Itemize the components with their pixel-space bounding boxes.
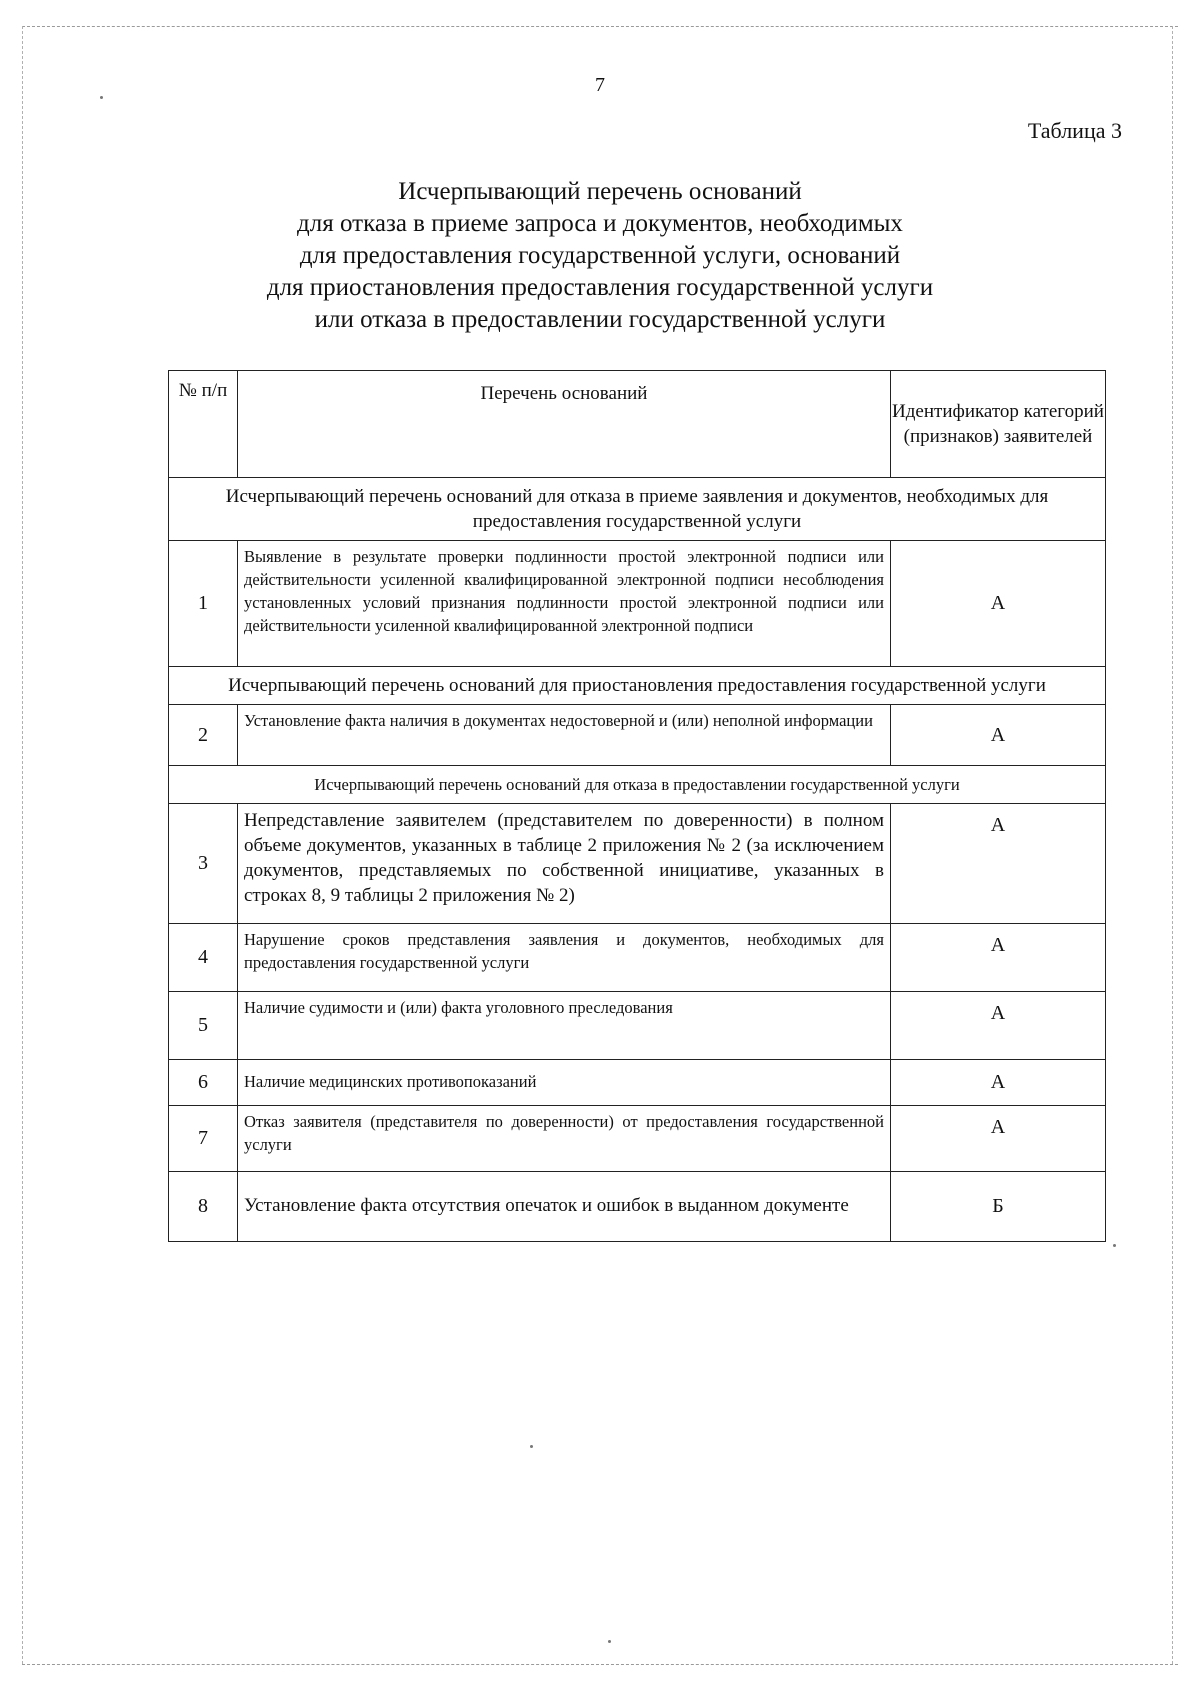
header-id: Идентификатор категорий (признаков) заявителей bbox=[891, 371, 1106, 478]
section-title: Исчерпывающий перечень оснований для отказа в приеме заявления и документов, необходимых для предоставления государственной услуги bbox=[169, 478, 1106, 541]
scan-speck bbox=[608, 1640, 611, 1643]
section-row bbox=[169, 478, 1106, 541]
row-text: Наличие медицинских противопоказаний bbox=[238, 1060, 891, 1106]
row-id: А bbox=[891, 804, 1106, 924]
row-num: 8 bbox=[169, 1172, 238, 1242]
table-row bbox=[169, 804, 1106, 924]
row-num: 1 bbox=[169, 541, 238, 667]
section-row bbox=[169, 766, 1106, 804]
scan-speck bbox=[100, 96, 103, 99]
row-text: Выявление в результате проверки подлинности простой электронной подписи или действительности усиленной квалифицированной электронной подписи несоблюдения установленных условий признания подлинности простой электронной подписи или действительности усиленной квалифицированной электронной подписи bbox=[238, 541, 891, 667]
grounds-table bbox=[168, 370, 1106, 1242]
table-header-row bbox=[169, 371, 1106, 478]
section-row bbox=[169, 667, 1106, 705]
document-title bbox=[200, 176, 1000, 336]
table-row bbox=[169, 705, 1106, 766]
scan-border-right bbox=[1172, 26, 1173, 1664]
title-line: Исчерпывающий перечень оснований bbox=[398, 178, 802, 205]
row-text: Установление факта наличия в документах недостоверной и (или) неполной информации bbox=[238, 705, 891, 766]
row-id: Б bbox=[891, 1172, 1106, 1242]
title-line: или отказа в предоставлении государственной услуги bbox=[314, 306, 886, 333]
scan-border-bottom bbox=[22, 1664, 1178, 1665]
table-row bbox=[169, 1060, 1106, 1106]
row-num: 2 bbox=[169, 705, 238, 766]
row-id: А bbox=[891, 1060, 1106, 1106]
scan-border-top bbox=[22, 26, 1178, 27]
scan-speck bbox=[1113, 1244, 1116, 1247]
row-num: 3 bbox=[169, 804, 238, 924]
row-num: 4 bbox=[169, 924, 238, 992]
row-num: 5 bbox=[169, 992, 238, 1060]
title-line: для отказа в приеме запроса и документов, необходимых bbox=[297, 210, 903, 237]
row-id: А bbox=[891, 924, 1106, 992]
row-text: Отказ заявителя (представителя по доверенности) от предоставления государственной услуги bbox=[238, 1106, 891, 1172]
section-title: Исчерпывающий перечень оснований для приостановления предоставления государственной услуги bbox=[169, 667, 1106, 705]
table-label: Таблица 3 bbox=[1027, 118, 1122, 143]
header-text: Перечень оснований bbox=[238, 371, 891, 478]
table-row bbox=[169, 1172, 1106, 1242]
table-row bbox=[169, 541, 1106, 667]
row-num: 6 bbox=[169, 1060, 238, 1106]
section-title: Исчерпывающий перечень оснований для отказа в предоставлении государственной услуги bbox=[169, 766, 1106, 804]
row-id: А bbox=[891, 541, 1106, 667]
row-text: Наличие судимости и (или) факта уголовного преследования bbox=[238, 992, 891, 1060]
row-id: А bbox=[891, 1106, 1106, 1172]
row-text: Установление факта отсутствия опечаток и ошибок в выданном документе bbox=[238, 1172, 891, 1242]
scan-border-left bbox=[22, 26, 23, 1664]
table-row bbox=[169, 992, 1106, 1060]
row-text: Непредставление заявителем (представителем по доверенности) в полном объеме документов, указанных в таблице 2 приложения № 2 (за исключением документов, представляемых по собственной инициативе, указанных в строках 8, 9 таблицы 2 приложения № 2) bbox=[238, 804, 891, 924]
page-number: 7 bbox=[595, 74, 605, 96]
title-line: для предоставления государственной услуги, оснований bbox=[299, 242, 901, 269]
title-line: для приостановления предоставления государственной услуги bbox=[266, 274, 934, 301]
table-row bbox=[169, 1106, 1106, 1172]
scan-speck bbox=[530, 1445, 533, 1448]
row-id: А bbox=[891, 992, 1106, 1060]
header-num: № п/п bbox=[169, 371, 238, 478]
row-id: А bbox=[891, 705, 1106, 766]
table-row bbox=[169, 924, 1106, 992]
row-num: 7 bbox=[169, 1106, 238, 1172]
row-text: Нарушение сроков представления заявления и документов, необходимых для предоставления государственной услуги bbox=[238, 924, 891, 992]
